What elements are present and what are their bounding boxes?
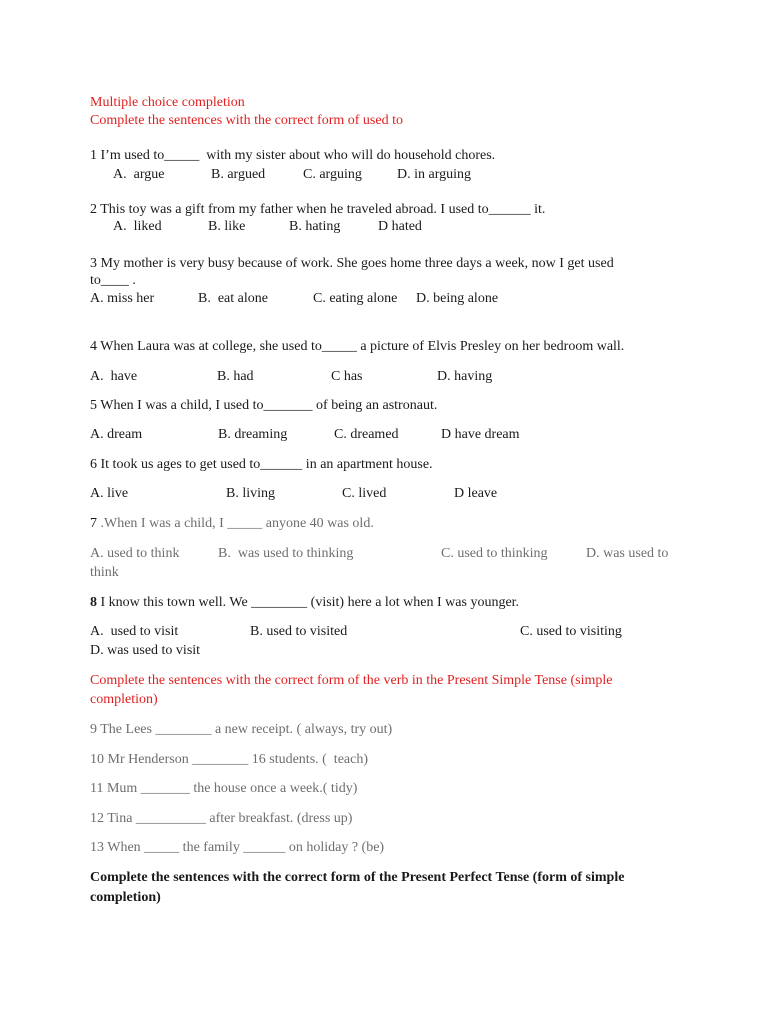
question-2-option-b: B. like (208, 219, 246, 234)
section-title: Multiple choice completion (90, 95, 245, 110)
question-6-option-d: D leave (454, 486, 498, 501)
question-7-option-d: D. was used to (586, 546, 669, 561)
question-5-option-a: A. dream (90, 427, 143, 442)
question-3-option-a: A. miss her (90, 291, 155, 306)
question-1-option-b: B. argued (211, 167, 266, 182)
question-4-option-b: B. had (217, 369, 254, 384)
question-12: 12 Tina __________ after breakfast. (dress up) (90, 811, 353, 826)
question-7-option-c: C. used to thinking (441, 546, 548, 561)
section-2-instruction: Complete the sentences with the correct form of the verb in the Present Simple Tense (simple (90, 673, 613, 688)
question-8-option-d: D. was used to visit (90, 643, 201, 658)
question-3-option-b: B. eat alone (198, 291, 268, 306)
question-7-number: 7 (90, 516, 97, 531)
question-6-stem: 6 It took us ages to get used to______ in an apartment house. (90, 457, 433, 472)
question-11: 11 Mum _______ the house once a week.( tidy) (90, 781, 358, 796)
question-10: 10 Mr Henderson ________ 16 students. ( teach) (90, 752, 369, 767)
question-5-option-d: D have dream (441, 427, 520, 442)
question-4-option-c: C has (331, 369, 363, 384)
question-7-text: .When I was a child, I _____ anyone 40 was old. (97, 516, 374, 531)
question-6-option-a: A. live (90, 486, 129, 501)
question-8-option-c: C. used to visiting (520, 624, 622, 639)
question-1-option-a: A. argue (113, 167, 165, 182)
question-1-option-d: D. in arguing (397, 167, 472, 182)
question-7-option-d-continued: think (90, 565, 119, 580)
question-13: 13 When _____ the family ______ on holiday ? (be) (90, 840, 385, 855)
question-3-option-d: D. being alone (416, 291, 499, 306)
question-4-option-a: A. have (90, 369, 138, 384)
question-3-stem-continued: to____ . (90, 273, 136, 288)
question-3-stem: 3 My mother is very busy because of work. She goes home three days a week, now I get used (90, 256, 614, 271)
question-8-stem (90, 594, 519, 612)
question-5-option-b: B. dreaming (218, 427, 288, 442)
question-8-number: 8 (90, 595, 97, 610)
question-7-option-a: A. used to think (90, 546, 180, 561)
question-1-stem: 1 I’m used to_____ with my sister about who will do household chores. (90, 148, 496, 163)
question-8-text: I know this town well. We ________ (visit) here a lot when I was younger. (97, 595, 520, 610)
question-2-option-d: D hated (378, 219, 422, 234)
question-1-option-c: C. arguing (303, 167, 362, 182)
question-6-option-c: C. lived (342, 486, 387, 501)
question-5-option-c: C. dreamed (334, 427, 399, 442)
section-2-instruction-continued: completion) (90, 692, 158, 707)
question-4-stem: 4 When Laura was at college, she used to_____ a picture of Elvis Presley on her bedroom wall. (90, 339, 625, 354)
question-8-option-a: A. used to visit (90, 624, 179, 639)
question-2-stem: 2 This toy was a gift from my father when he traveled abroad. I used to______ it. (90, 202, 546, 217)
question-7-option-b: B. was used to thinking (218, 546, 354, 561)
question-8-option-b: B. used to visited (250, 624, 348, 639)
section-3-instruction: Complete the sentences with the correct form of the Present Perfect Tense (form of simple (90, 870, 625, 885)
question-5-stem: 5 When I was a child, I used to_______ of being an astronaut. (90, 398, 438, 413)
question-2-option-a: A. liked (113, 219, 162, 234)
question-3-option-c: C. eating alone (313, 291, 398, 306)
question-7-stem (90, 515, 374, 533)
question-9: 9 The Lees ________ a new receipt. ( always, try out) (90, 722, 393, 737)
question-2-option-c: B. hating (289, 219, 341, 234)
question-4-option-d: D. having (437, 369, 493, 384)
section-instruction: Complete the sentences with the correct form of used to (90, 113, 403, 128)
question-6-option-b: B. living (226, 486, 276, 501)
section-3-instruction-continued: completion) (90, 890, 161, 905)
